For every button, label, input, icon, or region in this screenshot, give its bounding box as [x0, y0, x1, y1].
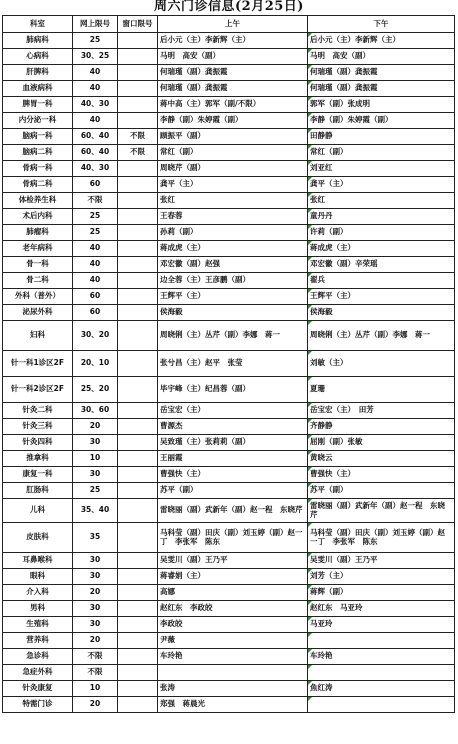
window-limit-cell	[118, 665, 158, 681]
header-row	[3, 16, 455, 33]
window-limit-cell	[118, 451, 158, 467]
dept-cell: 生殖科	[3, 617, 73, 633]
dept-cell: 脑病一科	[3, 129, 73, 145]
window-limit-cell	[118, 97, 158, 113]
morning-doctors-cell: 蒋中高（主）郭军（副/不限）	[158, 97, 308, 113]
online-limit-cell: 25	[73, 225, 118, 241]
window-limit-cell	[118, 435, 158, 451]
morning-doctors-cell: 雷晓丽（副）武新年（副）赵一程 东晓芹	[158, 499, 308, 523]
table-row	[3, 321, 455, 351]
morning-doctors-cell: 侯海毅	[158, 305, 308, 321]
online-limit-cell: 60	[73, 177, 118, 193]
morning-doctors-cell: 孙莉（副）	[158, 225, 308, 241]
table-row	[3, 81, 455, 97]
online-limit-cell: 25、20	[73, 377, 118, 403]
morning-doctors-cell: 周晓俐（主）丛芹（副）李娜 蒋一	[158, 321, 308, 351]
window-limit-cell	[118, 617, 158, 633]
window-limit-cell	[118, 569, 158, 585]
window-limit-cell	[118, 377, 158, 403]
morning-doctors-cell: 龚平（主）	[158, 177, 308, 193]
morning-doctors-cell: 边全蓉（主）王彦鹏（副）	[158, 273, 308, 289]
online-limit-cell: 10	[73, 451, 118, 467]
online-limit-cell: 60、40	[73, 129, 118, 145]
window-limit-cell	[118, 553, 158, 569]
online-limit-cell: 20	[73, 585, 118, 601]
dept-cell: 针灸四科	[3, 435, 73, 451]
table-row	[3, 617, 455, 633]
window-limit-cell	[118, 273, 158, 289]
table-row	[3, 419, 455, 435]
table-row	[3, 451, 455, 467]
online-limit-cell: 30	[73, 435, 118, 451]
dept-cell: 脑病二科	[3, 145, 73, 161]
morning-doctors-cell: 赵红东 李政皎	[158, 601, 308, 617]
afternoon-doctors-cell: 田静静	[308, 129, 455, 145]
morning-doctors-cell: 李静（副）朱婷霞（副）	[158, 113, 308, 129]
table-row	[3, 377, 455, 403]
afternoon-doctors-cell: 曹强快（主）	[308, 467, 455, 483]
morning-doctors-cell: 尹薇	[158, 633, 308, 649]
afternoon-doctors-cell: 赵红东 马亚玲	[308, 601, 455, 617]
window-limit-cell	[118, 33, 158, 49]
window-limit-cell	[118, 601, 158, 617]
dept-cell: 急症外科	[3, 665, 73, 681]
header-online-limit: 网上限号	[73, 16, 118, 33]
dept-cell: 眼科	[3, 569, 73, 585]
morning-doctors-cell: 郑强 蒋晨光	[158, 697, 308, 713]
online-limit-cell: 不限	[73, 193, 118, 209]
dept-cell: 急诊科	[3, 649, 73, 665]
afternoon-doctors-cell: 马科莹（副）田庆（副）刘玉婷（副）赵一丁 李张军 陈东	[308, 523, 455, 553]
dept-cell: 术后内科	[3, 209, 73, 225]
afternoon-doctors-cell: 何瑞瑾（副）龚振霞	[308, 81, 455, 97]
online-limit-cell: 40	[73, 65, 118, 81]
table-row	[3, 467, 455, 483]
morning-doctors-cell: 王春蓉	[158, 209, 308, 225]
table-row	[3, 193, 455, 209]
online-limit-cell: 不限	[73, 649, 118, 665]
morning-doctors-cell: 后小元（主）李新辉（主）	[158, 33, 308, 49]
table-row	[3, 305, 455, 321]
afternoon-doctors-cell	[308, 633, 455, 649]
header-morning: 上午	[158, 16, 308, 33]
table-row	[3, 499, 455, 523]
dept-cell: 男科	[3, 601, 73, 617]
afternoon-doctors-cell: 后小元（主）李新辉（主）	[308, 33, 455, 49]
online-limit-cell: 10	[73, 681, 118, 697]
morning-doctors-cell: 张红	[158, 193, 308, 209]
table-row	[3, 209, 455, 225]
afternoon-doctors-cell: 齐静静	[308, 419, 455, 435]
dept-cell: 康复一科	[3, 467, 73, 483]
morning-doctors-cell: 曹强快（主）	[158, 467, 308, 483]
window-limit-cell	[118, 523, 158, 553]
online-limit-cell: 35	[73, 523, 118, 553]
window-limit-cell	[118, 697, 158, 713]
afternoon-doctors-cell: 常红（副）	[308, 145, 455, 161]
morning-doctors-cell: 马明 高安（副）	[158, 49, 308, 65]
dept-cell: 营养科	[3, 633, 73, 649]
window-limit-cell	[118, 257, 158, 273]
afternoon-doctors-cell: 吴雯川（副）王乃平	[308, 553, 455, 569]
morning-doctors-cell: 张兮昌（主）赵平 张莹	[158, 351, 308, 377]
morning-doctors-cell: 苏平（副）	[158, 483, 308, 499]
dept-cell: 外科（普外）	[3, 289, 73, 305]
online-limit-cell: 25	[73, 209, 118, 225]
morning-doctors-cell	[158, 665, 308, 681]
morning-doctors-cell: 马科莹（副）田庆（副）刘玉婷（副）赵一丁 李张军 陈东	[158, 523, 308, 553]
morning-doctors-cell: 邓宏徽（副）赵强	[158, 257, 308, 273]
window-limit-cell	[118, 305, 158, 321]
afternoon-doctors-cell: 郭军（副）张成明	[308, 97, 455, 113]
afternoon-doctors-cell: 刘芳（主）	[308, 569, 455, 585]
morning-doctors-cell: 岳宝宏（主）	[158, 403, 308, 419]
window-limit-cell	[118, 209, 158, 225]
morning-doctors-cell: 常红（副）	[158, 145, 308, 161]
morning-doctors-cell: 李政皎	[158, 617, 308, 633]
window-limit-cell	[118, 649, 158, 665]
window-limit-cell	[118, 403, 158, 419]
window-limit-cell	[118, 499, 158, 523]
dept-cell: 肝脾科	[3, 65, 73, 81]
dept-cell: 骨病二科	[3, 177, 73, 193]
online-limit-cell: 40	[73, 257, 118, 273]
online-limit-cell: 35、40	[73, 499, 118, 523]
online-limit-cell: 60	[73, 305, 118, 321]
page-title: 周六门诊信息(2月25日)	[154, 0, 304, 14]
afternoon-doctors-cell: 马明 高安（副）	[308, 49, 455, 65]
table-row	[3, 585, 455, 601]
online-limit-cell: 40	[73, 113, 118, 129]
window-limit-cell	[118, 321, 158, 351]
schedule-body	[3, 33, 455, 713]
online-limit-cell: 40、30	[73, 161, 118, 177]
table-row	[3, 483, 455, 499]
window-limit-cell	[118, 419, 158, 435]
afternoon-doctors-cell: 刘亚红	[308, 161, 455, 177]
afternoon-doctors-cell: 岳宝宏（主） 田芳	[308, 403, 455, 419]
dept-cell: 肺瘤科	[3, 225, 73, 241]
online-limit-cell: 30、60	[73, 403, 118, 419]
table-row	[3, 129, 455, 145]
online-limit-cell: 30、25	[73, 49, 118, 65]
window-limit-cell	[118, 225, 158, 241]
online-limit-cell: 30、20	[73, 321, 118, 351]
afternoon-doctors-cell	[308, 665, 455, 681]
window-limit-cell	[118, 177, 158, 193]
online-limit-cell: 40、30	[73, 97, 118, 113]
morning-doctors-cell: 何瑞瑾（副）龚振霞	[158, 81, 308, 97]
table-row	[3, 649, 455, 665]
window-limit-cell	[118, 241, 158, 257]
table-row	[3, 289, 455, 305]
online-limit-cell: 20	[73, 633, 118, 649]
online-limit-cell: 30	[73, 553, 118, 569]
afternoon-doctors-cell: 雷晓丽（副）武新年（副）赵一程 东晓芹	[308, 499, 455, 523]
table-row	[3, 145, 455, 161]
table-row	[3, 33, 455, 49]
table-row	[3, 113, 455, 129]
window-limit-cell	[118, 49, 158, 65]
window-limit-cell	[118, 161, 158, 177]
window-limit-cell	[118, 289, 158, 305]
afternoon-doctors-cell: 王辉平（主）	[308, 289, 455, 305]
afternoon-doctors-cell: 许莉（副）	[308, 225, 455, 241]
morning-doctors-cell: 张涛	[158, 681, 308, 697]
morning-doctors-cell: 顾振平（副）	[158, 129, 308, 145]
table-row	[3, 97, 455, 113]
dept-cell: 针灸二科	[3, 403, 73, 419]
afternoon-doctors-cell: 蒋辉（副）	[308, 585, 455, 601]
morning-doctors-cell: 周晓芹（副）	[158, 161, 308, 177]
dept-cell: 肺病科	[3, 33, 73, 49]
window-limit-cell	[118, 585, 158, 601]
online-limit-cell: 25	[73, 33, 118, 49]
morning-doctors-cell: 蒋成虎（主）	[158, 241, 308, 257]
window-limit-cell	[118, 81, 158, 97]
table-row	[3, 351, 455, 377]
dept-cell: 泌尿外科	[3, 305, 73, 321]
dept-cell: 推拿科	[3, 451, 73, 467]
online-limit-cell: 40	[73, 273, 118, 289]
header-dept: 科室	[3, 16, 73, 33]
online-limit-cell: 20	[73, 697, 118, 713]
table-row	[3, 161, 455, 177]
table-row	[3, 665, 455, 681]
table-row	[3, 177, 455, 193]
morning-doctors-cell: 高娜	[158, 585, 308, 601]
window-limit-cell: 不限	[118, 129, 158, 145]
afternoon-doctors-cell: 童丹丹	[308, 209, 455, 225]
afternoon-doctors-cell: 周晓俐（主）丛芹（副）李娜 蒋一	[308, 321, 455, 351]
dept-cell: 针一科2诊区2F	[3, 377, 73, 403]
morning-doctors-cell: 王辉平（主）	[158, 289, 308, 305]
dept-cell: 骨二科	[3, 273, 73, 289]
morning-doctors-cell: 吴雯川（副）王乃平	[158, 553, 308, 569]
morning-doctors-cell: 曹源杰	[158, 419, 308, 435]
afternoon-doctors-cell: 何瑞瑾（副）龚振霞	[308, 65, 455, 81]
afternoon-doctors-cell: 蒋成虎（主）	[308, 241, 455, 257]
afternoon-doctors-cell: 侯海毅	[308, 305, 455, 321]
afternoon-doctors-cell: 邓宏徽（副）辛荣瑶	[308, 257, 455, 273]
afternoon-doctors-cell	[308, 697, 455, 713]
online-limit-cell: 60	[73, 289, 118, 305]
table-row	[3, 241, 455, 257]
header-window-limit: 窗口限号	[118, 16, 158, 33]
table-row	[3, 633, 455, 649]
table-row	[3, 225, 455, 241]
table-row	[3, 65, 455, 81]
afternoon-doctors-cell: 魚红涛	[308, 681, 455, 697]
dept-cell: 针灸三科	[3, 419, 73, 435]
online-limit-cell: 30	[73, 569, 118, 585]
dept-cell: 介入科	[3, 585, 73, 601]
dept-cell: 骨一科	[3, 257, 73, 273]
morning-doctors-cell: 蒋睿娟（主）	[158, 569, 308, 585]
online-limit-cell: 不限	[73, 665, 118, 681]
dept-cell: 骨病一科	[3, 161, 73, 177]
table-row	[3, 569, 455, 585]
afternoon-doctors-cell: 张红	[308, 193, 455, 209]
online-limit-cell: 20	[73, 419, 118, 435]
window-limit-cell	[118, 467, 158, 483]
online-limit-cell: 30	[73, 617, 118, 633]
window-limit-cell: 不限	[118, 145, 158, 161]
table-row	[3, 435, 455, 451]
afternoon-doctors-cell: 李静（副）朱婷霞（副）	[308, 113, 455, 129]
table-row	[3, 257, 455, 273]
table-row	[3, 601, 455, 617]
table-row	[3, 403, 455, 419]
window-limit-cell	[118, 113, 158, 129]
schedule-table	[2, 15, 455, 713]
dept-cell: 针一科1诊区2F	[3, 351, 73, 377]
table-row	[3, 697, 455, 713]
online-limit-cell: 30	[73, 467, 118, 483]
dept-cell: 皮肤科	[3, 523, 73, 553]
morning-doctors-cell: 毕宇峰（主）纪昌蓉（副）	[158, 377, 308, 403]
online-limit-cell: 20、10	[73, 351, 118, 377]
dept-cell: 体检养生科	[3, 193, 73, 209]
window-limit-cell	[118, 351, 158, 377]
dept-cell: 老年病科	[3, 241, 73, 257]
online-limit-cell: 60、40	[73, 145, 118, 161]
afternoon-doctors-cell: 黄晓云	[308, 451, 455, 467]
online-limit-cell: 30	[73, 601, 118, 617]
dept-cell: 内分泌一科	[3, 113, 73, 129]
dept-cell: 特需门诊	[3, 697, 73, 713]
table-row	[3, 681, 455, 697]
afternoon-doctors-cell: 苏平（副）	[308, 483, 455, 499]
morning-doctors-cell: 王丽霞	[158, 451, 308, 467]
afternoon-doctors-cell: 屈刚（副）张敏	[308, 435, 455, 451]
window-limit-cell	[118, 193, 158, 209]
dept-cell: 耳鼻喉科	[3, 553, 73, 569]
dept-cell: 肛肠科	[3, 483, 73, 499]
table-row	[3, 273, 455, 289]
window-limit-cell	[118, 483, 158, 499]
table-row	[3, 553, 455, 569]
morning-doctors-cell: 吴致瑾（主）张莉莉（副）	[158, 435, 308, 451]
header-afternoon: 下午	[308, 16, 455, 33]
afternoon-doctors-cell: 刘敏（主）	[308, 351, 455, 377]
online-limit-cell: 25	[73, 483, 118, 499]
afternoon-doctors-cell: 翟兵	[308, 273, 455, 289]
morning-doctors-cell: 何瑞瑾（副）龚振霞	[158, 65, 308, 81]
dept-cell: 儿科	[3, 499, 73, 523]
afternoon-doctors-cell: 龚平（主）	[308, 177, 455, 193]
afternoon-doctors-cell: 马亚玲	[308, 617, 455, 633]
dept-cell: 心病科	[3, 49, 73, 65]
window-limit-cell	[118, 65, 158, 81]
table-row	[3, 523, 455, 553]
morning-doctors-cell: 车玲艳	[158, 649, 308, 665]
table-row	[3, 49, 455, 65]
dept-cell: 脾胃一科	[3, 97, 73, 113]
online-limit-cell: 40	[73, 241, 118, 257]
window-limit-cell	[118, 633, 158, 649]
dept-cell: 妇科	[3, 321, 73, 351]
online-limit-cell: 40	[73, 81, 118, 97]
afternoon-doctors-cell: 车玲艳	[308, 649, 455, 665]
afternoon-doctors-cell: 夏珊	[308, 377, 455, 403]
dept-cell: 血液病科	[3, 81, 73, 97]
dept-cell: 针灸康复	[3, 681, 73, 697]
window-limit-cell	[118, 681, 158, 697]
